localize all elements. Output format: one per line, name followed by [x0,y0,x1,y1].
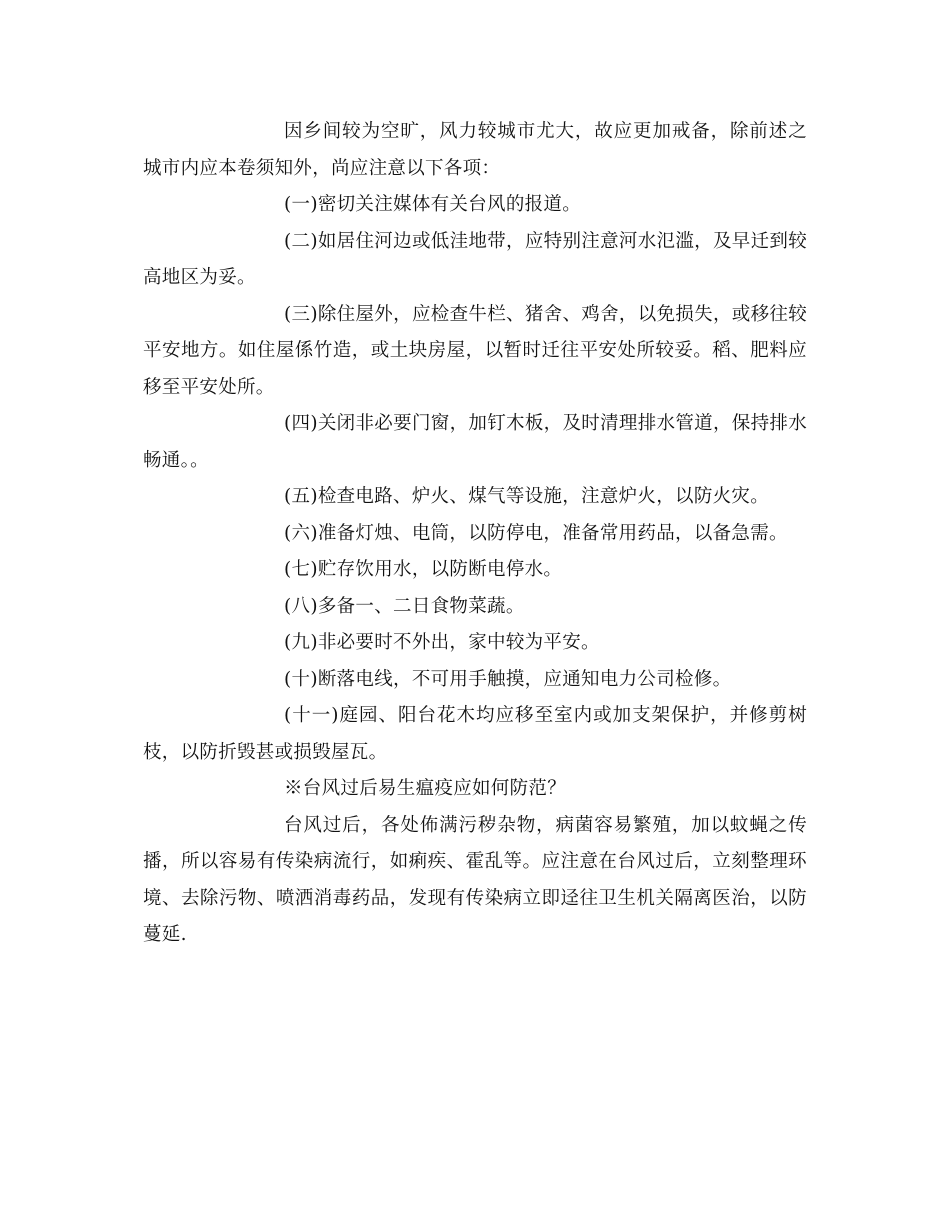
list-item: (四)关闭非必要门窗，加钉木板，及时清理排水管道，保持排水畅通。。 [143,413,807,471]
list-item: (三)除住屋外，应检查牛栏、猪舍、鸡舍，以免损失，或移往较平安地方。如住屋係竹造，或土块房屋，以暂时迁往平安处所较妥。稻、肥料应移至平安处所。 [143,303,807,398]
intro-paragraph: 因乡间较为空旷，风力较城市尤大，故应更加戒备，除前述之城市内应本卷须知外，尚应注意以下各项： [143,121,807,179]
list-item: (九)非必要时不外出，家中较为平安。 [284,632,600,653]
list-item: (一)密切关注媒体有关台风的报道。 [284,194,582,215]
list-item: (二)如居住河边或低洼地带，应特别注意河水氾滥，及早迁到较高地区为妥。 [143,230,807,288]
list-item: (七)贮存饮用水，以防断电停水。 [284,559,563,580]
list-item: (十)断落电线，不可用手触摸，应通知电力公司检修。 [284,668,732,690]
list-item: (五)检查电路、炉火、煤气等设施，注意炉火，以防火灾。 [284,486,770,507]
list-item: (八)多备一、二日食物菜蔬。 [284,595,525,617]
document-body [143,114,807,954]
list-item: (六)准备灯烛、电筒，以防停电，准备常用药品，以备急需。 [284,522,788,544]
section-heading: ※台风过后易生瘟疫应如何防范？ [284,778,567,799]
list-item: (十一)庭园、阳台花木均应移至室内或加支架保护，并修剪树枝，以防折毁甚或损毁屋瓦。 [143,705,807,763]
closing-paragraph: 台风过后，各处佈满污秽杂物，病菌容易繁殖，加以蚊蝇之传播，所以容易有传染病流行，如痢疾、霍乱等。应注意在台风过后，立刻整理环境、去除污物、喷洒消毒药品，发现有传染病立即迳往卫生机关隔离医治，以防蔓延. [143,814,807,945]
